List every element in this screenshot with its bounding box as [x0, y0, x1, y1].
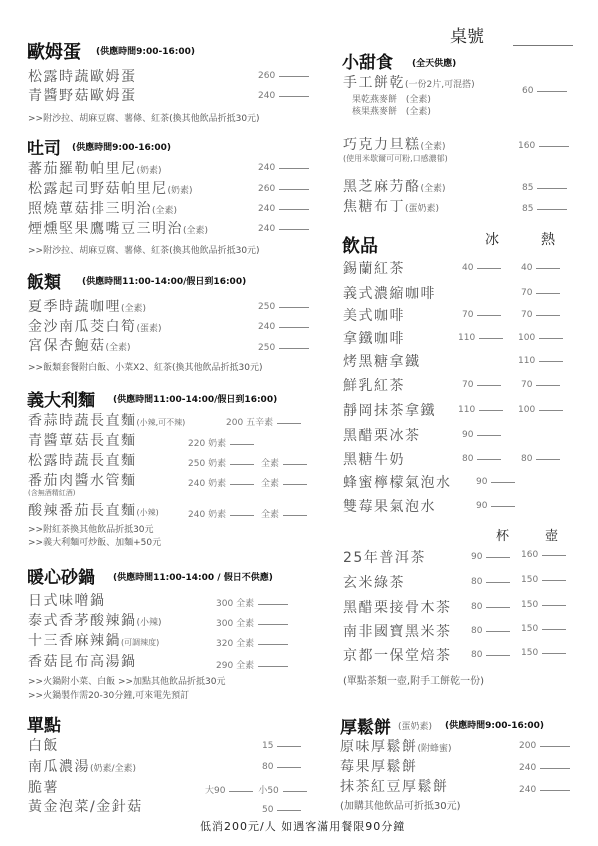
menu-item-price: 240 奶素 全素 — [188, 476, 307, 489]
menu-item: 香蒜時蔬長直麵(小辣,可不辣) — [28, 413, 186, 429]
drink-cold-price: 70 — [462, 380, 501, 390]
tea-item: 黑醋栗接骨木茶 — [343, 600, 452, 616]
pasta-note: >>義大利麵可炒飯、加麵+50元 — [28, 538, 162, 548]
menu-item-price: 200 — [519, 741, 570, 751]
pasta-sub-note: (含無酒精紅酒) — [28, 489, 76, 497]
pasta-hours: (供應時間11:00-14:00/假日到16:00) — [113, 395, 278, 405]
drink-cold-price: 90 — [476, 501, 515, 511]
hotpot-note: >>火鍋製作需20-30分鐘,可來電先預訂 — [28, 691, 190, 701]
menu-item-price: 290 全素 — [216, 658, 288, 671]
rice-title: 飯類 — [27, 273, 61, 293]
tea-pot-price: 150 — [521, 648, 566, 658]
menu-item-price: 240 — [258, 163, 309, 173]
drink-item: 美式咖啡 — [343, 308, 405, 324]
menu-item: 香菇昆布高湯鍋 — [28, 654, 137, 670]
menu-item: 抹茶紅豆厚鬆餅 — [340, 779, 449, 795]
rice-note: >>飯類套餐附白飯、小菜X2、紅茶(換其他飲品折抵30元) — [28, 363, 263, 373]
souffle-tag: (蛋奶素) — [398, 722, 433, 732]
rice-hours: (供應時間11:00-14:00/假日到16:00) — [82, 277, 247, 287]
menu-item: 原味厚鬆餅(附蜂蜜) — [340, 739, 452, 755]
drink-hot-price: 80 — [521, 454, 560, 464]
menu-item: 松露時蔬長直麵 — [28, 453, 137, 469]
drink-item: 錫蘭紅茶 — [343, 261, 405, 277]
menu-item-price: 300 全素 — [216, 596, 288, 609]
menu-item: 巧克力旦糕(全素) — [343, 137, 446, 153]
drink-hot-price: 40 — [521, 263, 560, 273]
tea-pot-price: 160 — [521, 550, 566, 560]
menu-item-price: 200 五辛素 — [226, 415, 301, 428]
drink-item: 黑糖牛奶 — [343, 452, 405, 468]
menu-item-price: 80 — [262, 762, 301, 772]
menu-item-price: 160 — [518, 141, 569, 151]
menu-item-price: 60 — [522, 86, 567, 96]
drink-item: 黑醋栗冰茶 — [343, 428, 421, 444]
drink-hot-price: 110 — [518, 356, 563, 366]
tea-item: 玄米綠茶 — [343, 575, 405, 591]
menu-item: 脆薯 — [28, 780, 59, 796]
drink-item: 鮮乳紅茶 — [343, 378, 405, 394]
menu-item: 松露時蔬歐姆蛋 — [28, 69, 137, 85]
tea-pot-price: 150 — [521, 624, 566, 634]
tea-item: 25年普洱茶 — [343, 550, 426, 566]
sides-title: 單點 — [27, 716, 61, 736]
menu-item: 番茄肉醬水管麵 — [28, 473, 137, 489]
menu-item-price: 260 — [258, 71, 309, 81]
menu-item: 黑芝麻芀酪(全素) — [343, 179, 446, 195]
pasta-title: 義大利麵 — [27, 391, 95, 411]
drinks-title: 飲品 — [342, 236, 378, 257]
hotpot-note: >>火鍋附小菜、白飯 >>加點其他飲品折抵30元 — [28, 677, 226, 687]
menu-item-price: 240 — [519, 763, 570, 773]
tea-cup-price: 80 — [471, 577, 510, 587]
menu-item-price: 260 — [258, 184, 309, 194]
desserts-hours: (全天供應) — [412, 59, 457, 69]
drink-hot-price: 70 — [521, 380, 560, 390]
drink-item: 雙莓果氣泡水 — [343, 499, 436, 515]
tea-cup-header: 杯 — [496, 529, 510, 544]
tea-note: (單點茶類一壺,附手工餅乾一份) — [343, 676, 484, 687]
menu-item: 手工餅乾(一份2片,可混搭) — [343, 75, 475, 91]
menu-item: 蕃茄羅勒帕里尼(奶素) — [28, 161, 162, 177]
menu-item-price: 250 奶素 全素 — [188, 456, 307, 469]
tea-cup-price: 80 — [471, 650, 510, 660]
menu-item-price: 240 — [258, 91, 309, 101]
menu-item-price: 50 — [262, 805, 301, 815]
menu-item-price: 240 — [258, 204, 309, 214]
menu-sub-item: 果乾燕麥餅 (全素) — [352, 95, 431, 105]
hotpot-title: 暖心砂鍋 — [27, 568, 95, 588]
drinks-hot-header: 熱 — [541, 232, 555, 248]
table-number-label: 桌號 — [450, 27, 484, 47]
menu-item-price: 240 — [258, 322, 309, 332]
tea-pot-price: 150 — [521, 600, 566, 610]
drink-cold-price: 110 — [458, 333, 503, 343]
omelette-hours: (供應時間9:00-16:00) — [96, 47, 195, 57]
menu-item-price: 85 — [522, 204, 567, 214]
souffle-note: (加購其他飲品可折抵30元) — [340, 801, 461, 812]
toast-hours: (供應時間9:00-16:00) — [72, 143, 171, 153]
omelette-title: 歐姆蛋 — [27, 42, 81, 63]
menu-item: 青醬野菇歐姆蛋 — [28, 88, 137, 104]
menu-item: 白飯 — [28, 738, 59, 754]
toast-title: 吐司 — [27, 139, 61, 159]
menu-sub-item: 核果燕麥餅 (全素) — [352, 107, 431, 117]
menu-item: 宮保杏鮑菇(全素) — [28, 338, 131, 354]
menu-item-price: 大90 小50 — [205, 783, 307, 796]
menu-item: 黃金泡菜/金針菇 — [28, 799, 143, 815]
hotpot-hours: (供應時間11:00-14:00 / 假日不供應) — [113, 573, 273, 583]
drinks-cold-header: 冰 — [485, 232, 499, 248]
drink-item: 蜂蜜檸檬氣泡水 — [343, 475, 452, 491]
table-number-line — [513, 45, 573, 46]
toast-note: >>附沙拉、胡麻豆腐、薯條、紅茶(換其他飲品折抵30元) — [28, 246, 260, 256]
menu-item-price: 15 — [262, 741, 301, 751]
menu-item-price: 240 — [519, 785, 570, 795]
menu-item: 煙燻堅果鷹嘴豆三明治(全素) — [28, 221, 209, 237]
menu-item: 焦糖布丁(蛋奶素) — [343, 199, 440, 215]
drink-hot-price: 100 — [518, 333, 563, 343]
pasta-note: >>附紅茶換其他飲品折抵30元 — [28, 525, 154, 535]
menu-item: 青醬蕈菇長直麵 — [28, 433, 137, 449]
footer-note: 低消200元/人 如遇客滿用餐限90分鐘 — [200, 820, 406, 833]
drink-item: 靜岡抹茶拿鐵 — [343, 403, 436, 419]
menu-item-price: 220 奶素 — [188, 436, 254, 449]
menu-item-price: 250 — [258, 343, 309, 353]
omelette-note: >>附沙拉、胡麻豆腐、薯條、紅茶(換其他飲品折抵30元) — [28, 114, 260, 124]
drink-cold-price: 110 — [458, 405, 503, 415]
menu-item-price: 240 — [258, 224, 309, 234]
drink-cold-price: 90 — [476, 477, 515, 487]
menu-item: 夏季時蔬咖哩(全素) — [28, 299, 147, 315]
drink-cold-price: 70 — [462, 310, 501, 320]
tea-cup-price: 80 — [471, 626, 510, 636]
tea-cup-price: 90 — [471, 552, 510, 562]
menu-item: 十三香麻辣鍋(可調辣度) — [28, 633, 160, 649]
menu-item-price: 320 全素 — [216, 636, 288, 649]
tea-cup-price: 80 — [471, 602, 510, 612]
drink-item: 拿鐵咖啡 — [343, 331, 405, 347]
drink-cold-price: 40 — [462, 263, 501, 273]
souffle-title: 厚鬆餅 — [340, 718, 391, 738]
menu-item: 泰式香茅酸辣鍋(小辣) — [28, 613, 162, 629]
menu-item: 南瓜濃湯(奶素/全素) — [28, 759, 137, 775]
menu-item-price: 300 全素 — [216, 616, 288, 629]
menu-item-price: 85 — [522, 183, 567, 193]
menu-item: 松露起司野菇帕里尼(奶素) — [28, 181, 193, 197]
tea-item: 京都一保堂焙茶 — [343, 648, 452, 664]
drink-hot-price: 70 — [521, 310, 560, 320]
drink-item: 烤黑糖拿鐵 — [343, 354, 421, 370]
menu-item: 金沙南瓜茭白筍(蛋素) — [28, 319, 162, 335]
menu-sub-item: (使用米歇爾可可粉,口感濃郁) — [343, 154, 448, 163]
drink-hot-price: 100 — [518, 405, 563, 415]
desserts-title: 小甜食 — [342, 53, 393, 73]
souffle-hours: (供應時間9:00-16:00) — [445, 721, 544, 731]
menu-item-price: 250 — [258, 302, 309, 312]
tea-pot-price: 150 — [521, 575, 566, 585]
menu-item-price: 240 奶素 全素 — [188, 507, 307, 520]
tea-pot-header: 壺 — [545, 529, 559, 544]
menu-item: 照燒蕈菇排三明治(全素) — [28, 201, 178, 217]
menu-item: 酸辣番茄長直麵(小辣) — [28, 503, 159, 519]
drink-cold-price: 90 — [462, 430, 501, 440]
drink-hot-price: 70 — [521, 288, 560, 298]
drink-cold-price: 80 — [462, 454, 501, 464]
tea-item: 南非國寶黑米茶 — [343, 624, 452, 640]
drink-item: 義式濃縮咖啡 — [343, 286, 436, 302]
menu-item: 莓果厚鬆餅 — [340, 759, 418, 775]
menu-item: 日式味噌鍋 — [28, 593, 106, 609]
